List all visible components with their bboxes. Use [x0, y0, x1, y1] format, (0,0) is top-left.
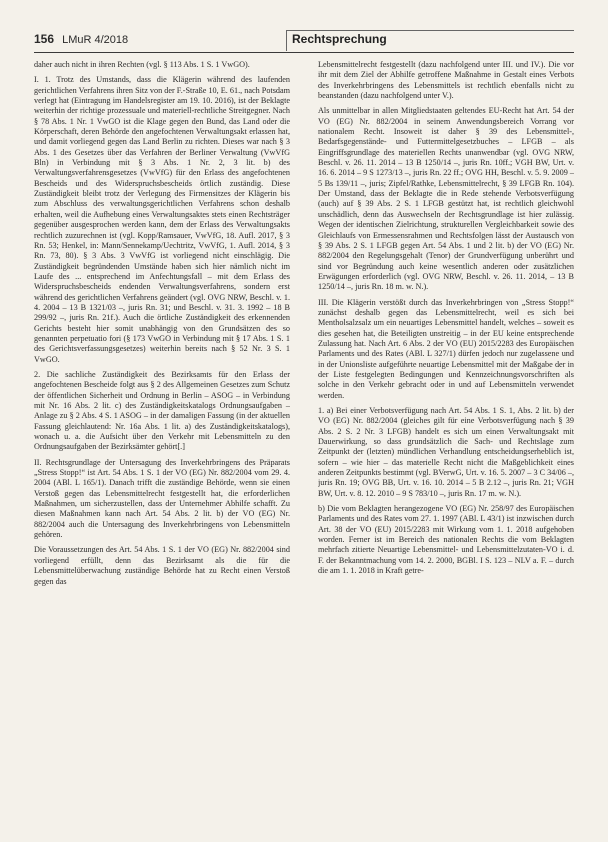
header-left — [34, 32, 128, 46]
paragraph: Als unmittelbar in allen Mitgliedstaaten geltendes EU-Recht hat Art. 54 der VO (EG) Nr. 882/2004 in seinem Anwendungsbereich Vorrang vor nationalem Recht. Insoweit ist daher § 39 des Lebensmittel-, Bedarfsgegenstände- und Futtermittelgesetzbuches – LFGB – als Eingriffsgrundlage des materiellen Rechts unanwendbar (vgl. OVG NRW, Beschl. v. 26. 11. 2014 – 13 B 1250/14 –, juris Rn. 10ff.; VGH BW, Urt. v. 16. 6. 2014 – 9 S 1273/13 –, juris Rn. 22 ff.; OVG HH, Beschl. v. 5. 9. 2009 – 5 Bs 139/11 –, juris; Zipfel/Rathke, Lebensmittelrecht, § 39 LFGB Rn. 104). Der Umstand, dass der Beklagte die in Rede stehende Verbotsverfügung (auch) auf § 39 Abs. 2 S. 1 LFGB gestützt hat, ist rechtlich gleichwohl unschädlich, denn das Auswechseln der Rechtsgrundlage ist hier zulässig. Wegen der identischen Zielrichtung, strukturellen Vergleichbarkeit sowie des Gleichlaufs von Ermessensrahmen und Rechtsfolgen lässt der Austausch von § 39 Abs. 2 S. 1 LFGB gegen Art. 54 Abs. 1 und 2 lit. b) der VO (EG) Nr. 882/2004 den Regelungsgehalt (Tenor) der Grundverfügung unberührt und sind vor Begründung auch keine wesentlich anderen oder zusätzlichen Erwägungen erforderlich (vgl. OVG NRW, Beschl. v. 26. 11. 2014, – 13 B 1250/14 –, juris Rn. 18 m. w. N.). — [318, 106, 574, 292]
paragraph: Lebensmittelrecht festgestellt (dazu nachfolgend unter III. und IV.). Die vor ihr mit dem Ziel der Abhilfe getroffene Maßnahme in Gestalt eines Verbots des Inverkehrbringens des Lebensmittels ist rechtlich ebenfalls nicht zu beanstanden (dazu nachfolgend unter V.). — [318, 60, 574, 101]
page-number: 156 — [34, 32, 55, 46]
paragraph: 1. a) Bei einer Verbotsverfügung nach Art. 54 Abs. 1 S. 1, Abs. 2 lit. b) der VO (EG) Nr. 882/2004 (gleiches gilt für eine Verbotsverfügung nach § 39 Abs. 2 S. 2 Nr. 3 LFGB) handelt es sich um einen Verwaltungsakt mit Dauerwirkung, so dass grundsätzlich die Sach- und Rechtslage zum Zeitpunkt der (letzten) mündlichen Verhandlung entscheidungserheblich ist, sofern – wie hier – das materielle Recht nicht die Maßgeblichkeit eines anderen Zeitpunkts bestimmt (vgl. BVerwG, Urt. v. 16. 5. 2007 – 3 C 34/06 –, juris Rn. 19; OVG BB, Urt. v. 16. 10. 2014 – 5 B 2.12 –, juris Rn. 21; VGH BW, Urt. v. 8. 12. 2010 – 9 S 783/10 –, juris Rn. 17 m. w. N.). — [318, 406, 574, 498]
paragraph: daher auch nicht in ihren Rechten (vgl. § 113 Abs. 1 S. 1 VwGO). — [34, 60, 250, 69]
left-column — [34, 60, 290, 820]
paragraph: Die Voraussetzungen des Art. 54 Abs. 1 S. 1 der VO (EG) Nr. 882/2004 sind vorliegend erfüllt, denn das Bezirksamt als die für die Lebensmittelüberwachung zuständige Behörde hat zu Recht einen Verstoß gegen das — [34, 545, 290, 586]
page-header — [34, 30, 574, 53]
paragraph: b) Die vom Beklagten herangezogene VO (EG) Nr. 258/97 des Europäischen Parlaments und des Rates vom 27. 1. 1997 (ABl. L 43/1) ist inzwischen durch Art. 38 der VO (EU) 2015/2283 mit Wirkung vom 1. 1. 2018 aufgehoben worden. Ferner ist im Bereich des nationalen Rechts die vom Beklagten mehrfach zitierte Neuartige Lebensmittel- und Lebensmittelzutaten-VO i. d. F. der Bekanntmachung vom 14. 2. 2000, BGBl. I S. 123 – NLV a. F. – durch die am 1. 1. 2018 in Kraft getre- — [318, 504, 574, 576]
paragraph: II. Rechtsgrundlage der Untersagung des Inverkehrbringens des Präparats „Stress Stopp!“ ist Art. 54 Abs. 1 S. 1 der VO (EG) Nr. 882/2004 vom 29. 4. 2004 (ABl. L 165/1). Danach trifft die zuständige Behörde, wenn sie einen Verstoß gegen das Lebensmittelrecht festgestellt hat, die erforderlichen Maßnahmen, um sicherzustellen, dass der Unternehmer Abhilfe schafft. Zu diesen Maßnahmen kann nach Art. 54 Abs. 2 lit. b) der VO (EG) Nr. 882/2004 auch die Untersagung des Inverkehrbringens von Lebensmitteln gehören. — [34, 457, 290, 540]
paragraph: III. Die Klägerin verstößt durch das Inverkehrbringen von „Stress Stopp!“ zunächst deshalb gegen das Lebensmittelrecht, weil es sich bei Mentholsalzsalz um ein neuartiges Lebensmittel handelt, welches – soweit es dies gesehen hat, die Beteiligten unstreitig – in der EU keine entsprechende Zulassung hat. Nach Art. 6 Abs. 2 der VO (EU) 2015/2283 des Europäischen Parlaments und des Rates (ABl. L 327/1) dürfen jedoch nur zugelassene und in der Unionsliste aufgeführte neuartige Lebensmittel mit der Maßgabe der in der Liste festgelegten Bedingungen und Kennzeichnungsvorschriften als solche in den Verkehr gebracht oder in und auf Lebensmitteln verwendet werden. — [318, 297, 574, 400]
paragraph: I. 1. Trotz des Umstands, dass die Klägerin während des laufenden gerichtlichen Verfahrens ihren Sitz von der F.-Straße 10, E. 61., nach Potsdam verlegt hat (Eintragung im Handelsregister am 19. 10. 2016), ist der Beklagte weiterhin der richtige prozessuale und materiell-rechtliche Streitgegner. Nach § 78 Abs. 1 Nr. 1 VwGO ist die Klage gegen den Bund, das Land oder die Körperschaft, deren Behörde den angefochtenen Verwaltungsakt erlassen hat, und damit vorliegend gegen das Land Berlin zu richten. Dieses war nach § 3 Abs. 1 des Gesetzes über das Verfahren der Berliner Verwaltung (VwVfG Bln) in Verbindung mit § 3 Abs. 1 Nr. 2, 3 lit. b) des Verwaltungsverfahrensgesetzes (VwVfG) für den Erlass des angefochtenen Bescheids und des Widerspruchsbescheids örtlich zuständig. Diese Zuständigkeit bleibt trotz der Verlegung des Firmensitzes der Klägerin bis zum Abschluss des verwaltungsgerichtlichen Verfahrens schon deshalb erhalten, weil die Aufhebung eines Verwaltungsaktes stets einen Rechtsträger gegenüber ausgesprochen werden kann, dem der Erlass des Verwaltungsakts rechtlich zuzurechnen ist (vgl. Kopp/Ramsauer, VwVfG, 18. Aufl. 2017, § 3 Rn. 53; Henkel, in: Mann/Sennekamp/Uechtritz, VwVfG, 1. Aufl. 2014, § 3 Rn. 73, 80). § 3 Abs. 3 VwVfG ist vorliegend nicht einschlägig. Die Zuständigkeit begründenden Umstände haben sich hier nämlich nicht im Laufe des ... entsprechend im Anfechtungsfall – mit dem Erlass des Widerspruchsbescheids endenden Verwaltungsverfahrens, sondern erst während des gerichtlichen Verfahrens geändert (vgl. OVG NRW, Beschl. v. 1. 4. 2004 – 13 B 1321/03 –, juris Rn. 31; und Beschl. v. 31. 3. 1992 – 18 B 299/92 –, juris Rn. 21f.). Auch die örtliche Zuständigkeit des erkennenden Gerichts besteht hier somit unabhängig von den Grundsätzen des so genannten perpetuatio fori (§ 173 VwGO in Verbindung mit § 17 Abs. 1 S. 1 des Gerichtsverfassungsgesetzes) weiterhin bereits nach § 52 Nr. 3 S. 1 VwGO. — [34, 75, 290, 364]
right-column — [318, 60, 574, 820]
journal-issue: LMuR 4/2018 — [62, 34, 129, 46]
paragraph: 2. Die sachliche Zuständigkeit des Bezirksamts für den Erlass der angefochtenen Bescheide folgt aus § 2 des Allgemeinen Gesetzes zum Schutz der öffentlichen Sicherheit und Ordnung in Berlin – ASOG – in Verbindung mit Nr. 16 Abs. 2 lit. c) des Zuständigkeitskatalogs Ordnungsaufgaben – Anlage zu § 2 Abs. 4 S. 1 ASOG – in der damaligen Fassung (in der aktuellen Fassung gleichlautend: Nr. 16a Abs. 1 lit. a) des Zuständigkeitskatalogs), wonach u. a. die Aufsicht über den Verkehr mit Lebensmitteln zu den Ordnungsaufgaben der Bezirksämter gehört[.] — [34, 369, 290, 452]
section-title: Rechtsprechung — [292, 32, 387, 46]
